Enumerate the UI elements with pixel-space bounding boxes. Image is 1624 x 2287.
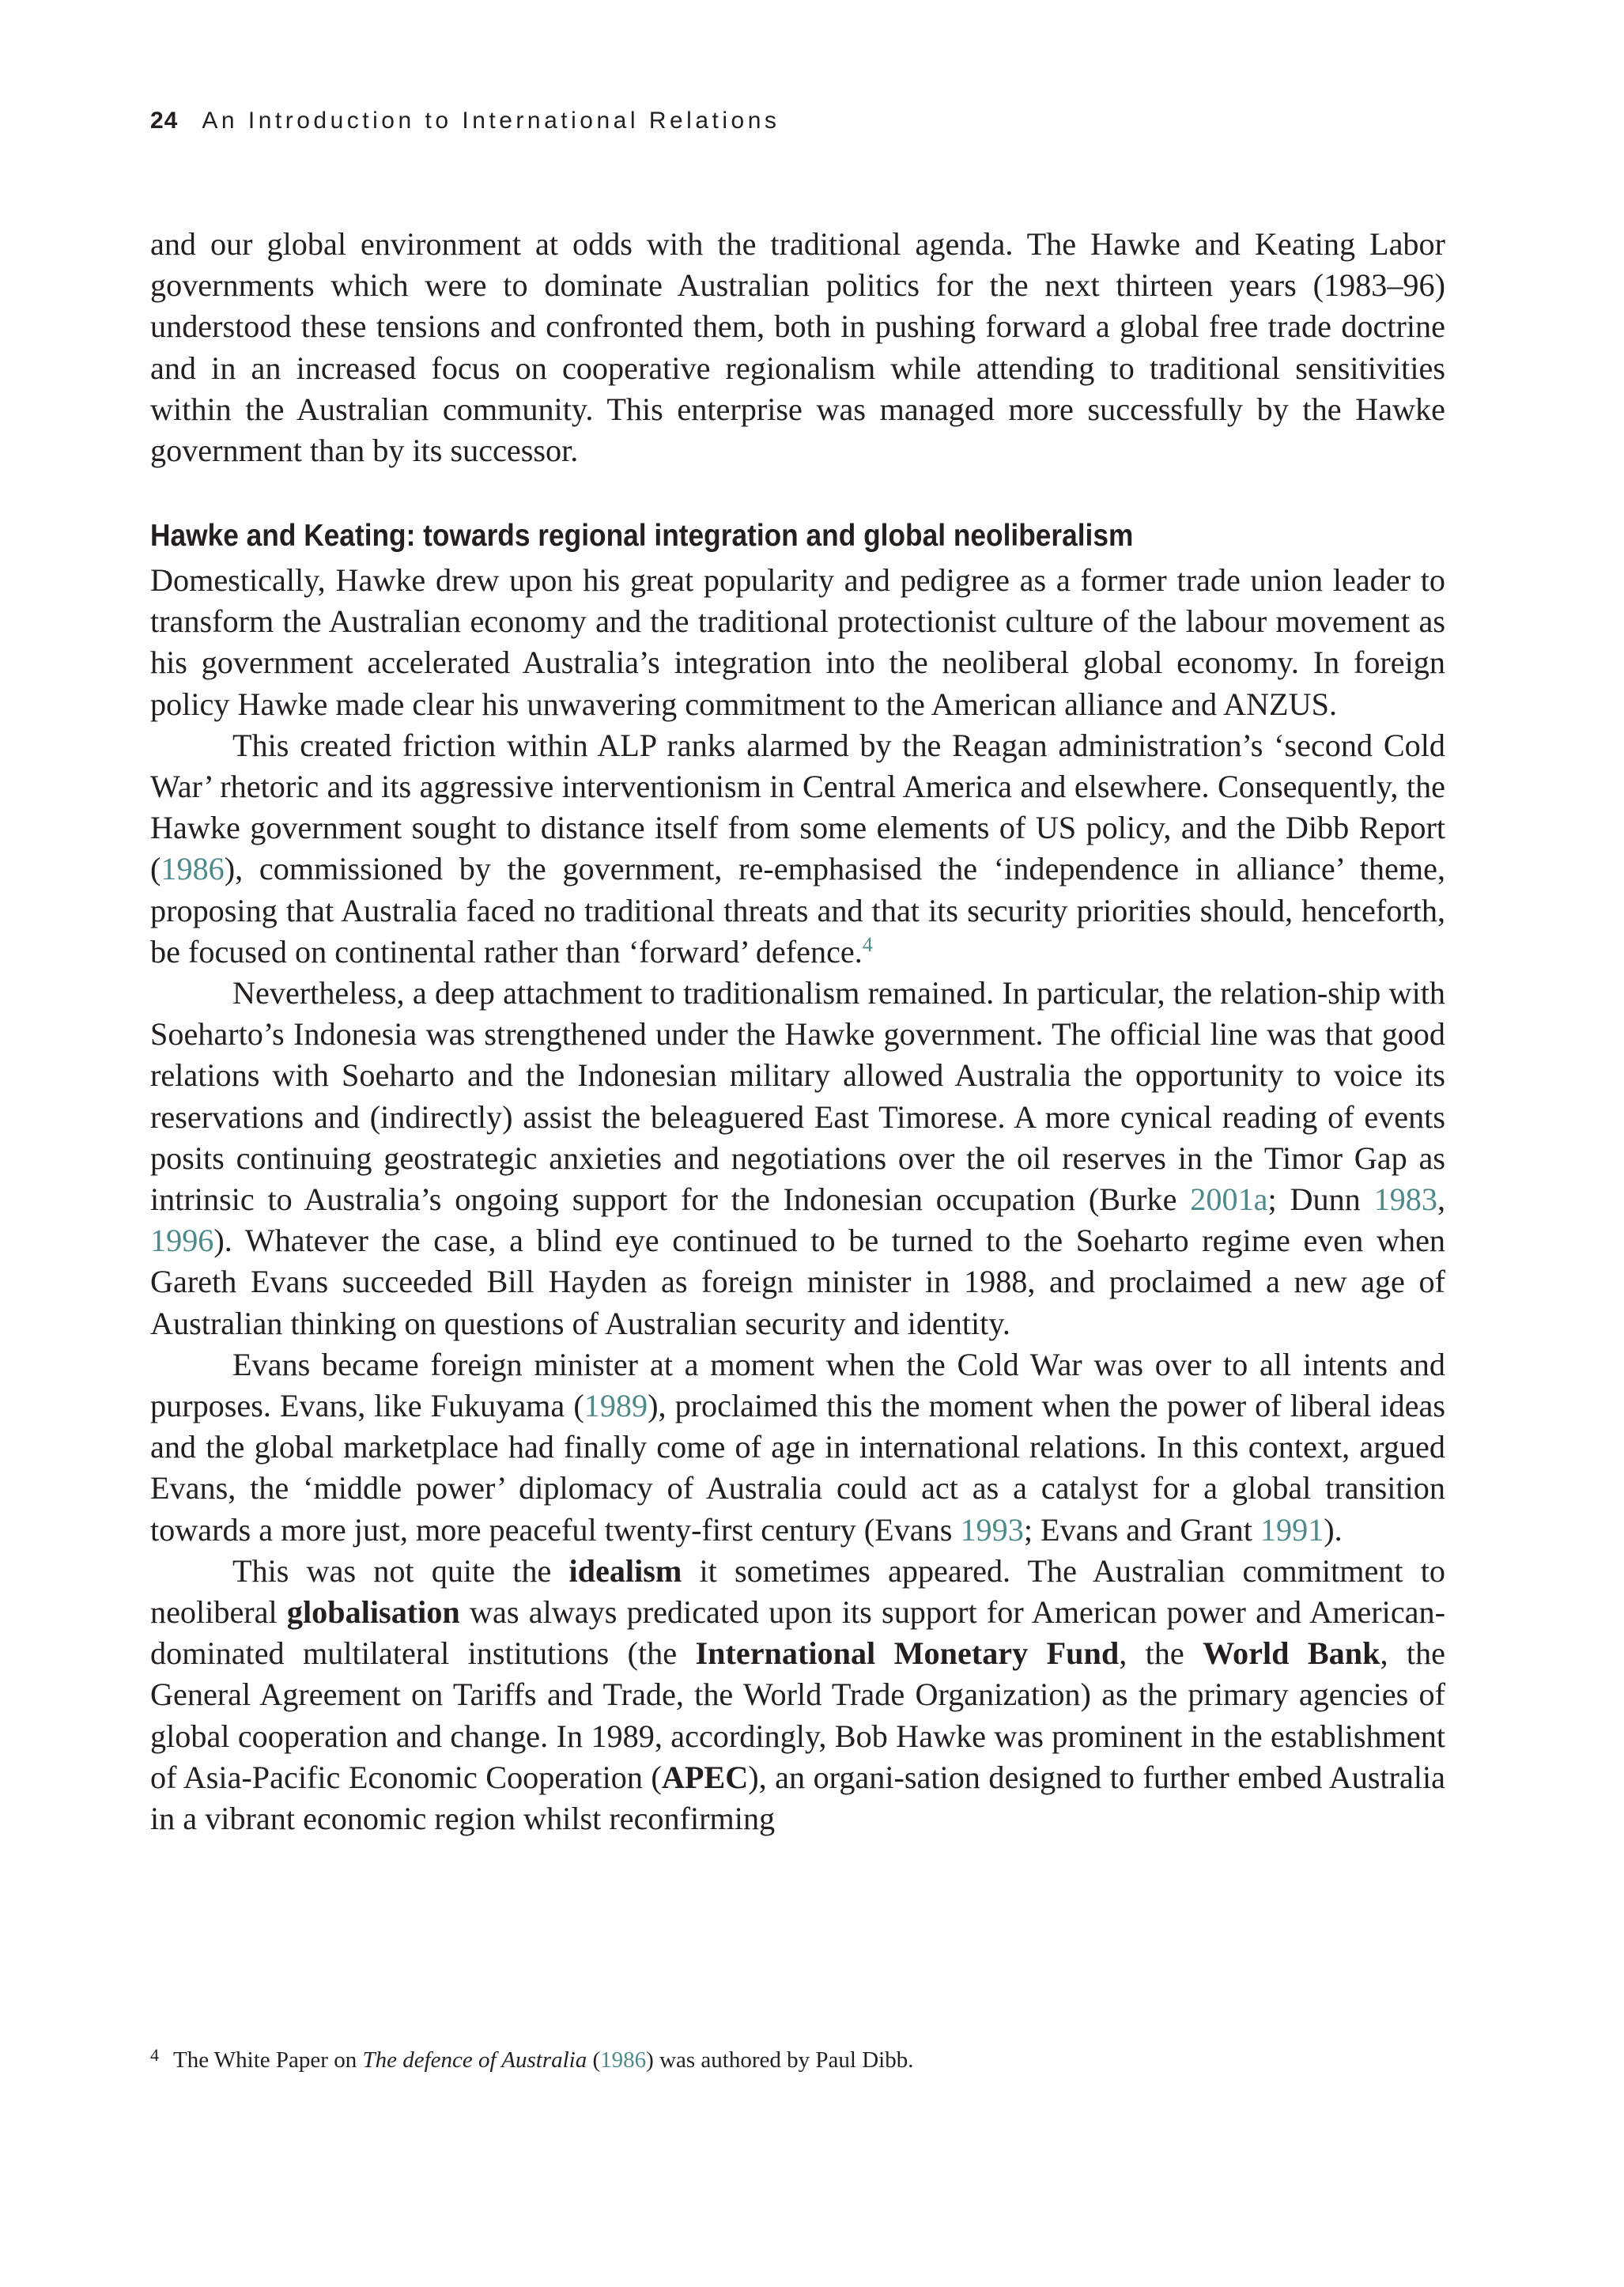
text-run: This created friction within ALP ranks alarmed by the Reagan administration’s ‘second Cold War’ rhetoric and its aggressive interventionism in Central America and elsewhere. Consequently, the Hawke government sought to distance itself from some elements of US policy, and the Dibb Report ( <box>150 727 1445 887</box>
text-run: was always predicated upon its support for American power and American-dominated multilateral institutions (the <box>150 1594 1445 1672</box>
text-run: This was not quite the <box>232 1552 569 1589</box>
text-run: ) was authored by Paul Dibb. <box>646 2047 914 2073</box>
glossary-term: idealism <box>568 1552 682 1589</box>
text-run: , the General Agreement on Tariffs and Trade, the World Trade Organization) as the primary agencies of global cooperation and change. In 1989, accordingly, Bob Hawke was prominent in the establishment of Asia-Pacific Economic Cooperation ( <box>150 1635 1445 1795</box>
text-run: Evans became foreign minister at a moment when the Cold War was over to all intents and purposes. Evans, like Fukuyama ( <box>150 1346 1445 1424</box>
text-run: ), an organi-sation designed to further embed Australia in a vibrant economic region whilst reconfirming <box>150 1759 1446 1837</box>
citation-link[interactable]: 1986 <box>161 851 225 887</box>
paragraph-idealism <box>150 1551 1445 1839</box>
book-title: An Introduction to International Relations <box>202 108 780 134</box>
footnote <box>150 2040 1447 2075</box>
text-run: ; Evans and Grant <box>1023 1511 1260 1548</box>
intro-paragraph: and our global environment at odds with the traditional agenda. The Hawke and Keating Labor governments which were to dominate Australian politics for the next thirteen years (1983–96) understood these tensions and confronted them, both in pushing forward a global free trade doctrine and in an increased focus on cooperative regionalism while attending to traditional sensitivities within the Australian community. This enterprise was managed more successfully by the Hawke government than by its successor. <box>150 226 1445 469</box>
cited-title: The defence of Australia <box>362 2047 587 2073</box>
section-heading: Hawke and Keating: towards regional integration and global neoliberalism <box>150 519 1134 553</box>
text-run: ), commissioned by the government, re-emphasised the ‘independence in alliance’ theme, proposing that Australia faced no traditional threats and that its security priorities should, henceforth, be focused on continental rather than ‘forward’ defence. <box>150 851 1445 970</box>
text-run: , <box>1437 1181 1445 1218</box>
citation-link[interactable]: 1989 <box>584 1388 648 1424</box>
section-body <box>150 560 1445 1839</box>
text-run: it sometimes appeared. The Australian commitment to neoliberal <box>150 1552 1445 1631</box>
glossary-term: World Bank <box>1203 1635 1380 1672</box>
text-run: Nevertheless, a deep attachment to traditionalism remained. In particular, the relation-ship with Soeharto’s Indonesia was strengthened under the Hawke government. The official line was that good relations with Soeharto and the Indonesian military allowed Australia the opportunity to voice its reservations and (indirectly) assist the beleaguered East Timorese. A more cynical reading of events posits continuing geostrategic anxieties and negotiations over the oil reserves in the Timor Gap as intrinsic to Australia’s ongoing support for the Indonesian occupation (Burke <box>150 975 1445 1218</box>
text-run: ; Dunn <box>1267 1181 1374 1218</box>
intro-text <box>150 224 1445 471</box>
paragraph-domestic-policy: Domestically, Hawke drew upon his great popularity and pedigree as a former trade union leader to transform the Australian economy and the traditional protectionist culture of the labour movement as his government accelerated Australia’s integration into the neoliberal global economy. In foreign policy Hawke made clear his unwavering commitment to the American alliance and ANZUS. <box>150 562 1445 722</box>
footnote-marker[interactable]: 4 <box>862 932 873 956</box>
citation-link[interactable]: 1983 <box>1373 1181 1437 1218</box>
footnote-number: 4 <box>150 2045 159 2065</box>
glossary-term: International Monetary Fund <box>695 1635 1120 1672</box>
citation-link[interactable]: 1991 <box>1260 1511 1324 1548</box>
paragraph-alp-friction <box>150 725 1445 973</box>
citation-link[interactable]: 2001a <box>1190 1181 1268 1218</box>
citation-link[interactable]: 1996 <box>150 1223 214 1259</box>
paragraph-indonesia <box>150 973 1445 1344</box>
paragraph-evans <box>150 1344 1445 1551</box>
glossary-term: globalisation <box>286 1594 460 1631</box>
text-run: ). Whatever the case, a blind eye continued to be turned to the Soeharto regime even when Gareth Evans succeeded Bill Hayden as foreign minister in 1988, and proclaimed a new age of Australian thinking on questions of Australian security and identity. <box>150 1223 1445 1341</box>
text-run: The White Paper on <box>173 2047 363 2073</box>
citation-link[interactable]: 1993 <box>960 1511 1024 1548</box>
citation-link[interactable]: 1986 <box>600 2047 647 2073</box>
text-run: , the <box>1119 1635 1203 1672</box>
glossary-term: APEC <box>661 1759 749 1795</box>
page-number: 24 <box>150 108 179 134</box>
text-run: ). <box>1324 1511 1343 1548</box>
text-run: ), proclaimed this the moment when the power of liberal ideas and the global marketplace had finally come of age in international relations. In this context, argued Evans, the ‘middle power’ diplomacy of Australia could act as a catalyst for a global transition towards a more just, more peaceful twenty-first century (Evans <box>150 1388 1445 1548</box>
text-run: ( <box>587 2047 601 2073</box>
running-head <box>150 108 780 134</box>
